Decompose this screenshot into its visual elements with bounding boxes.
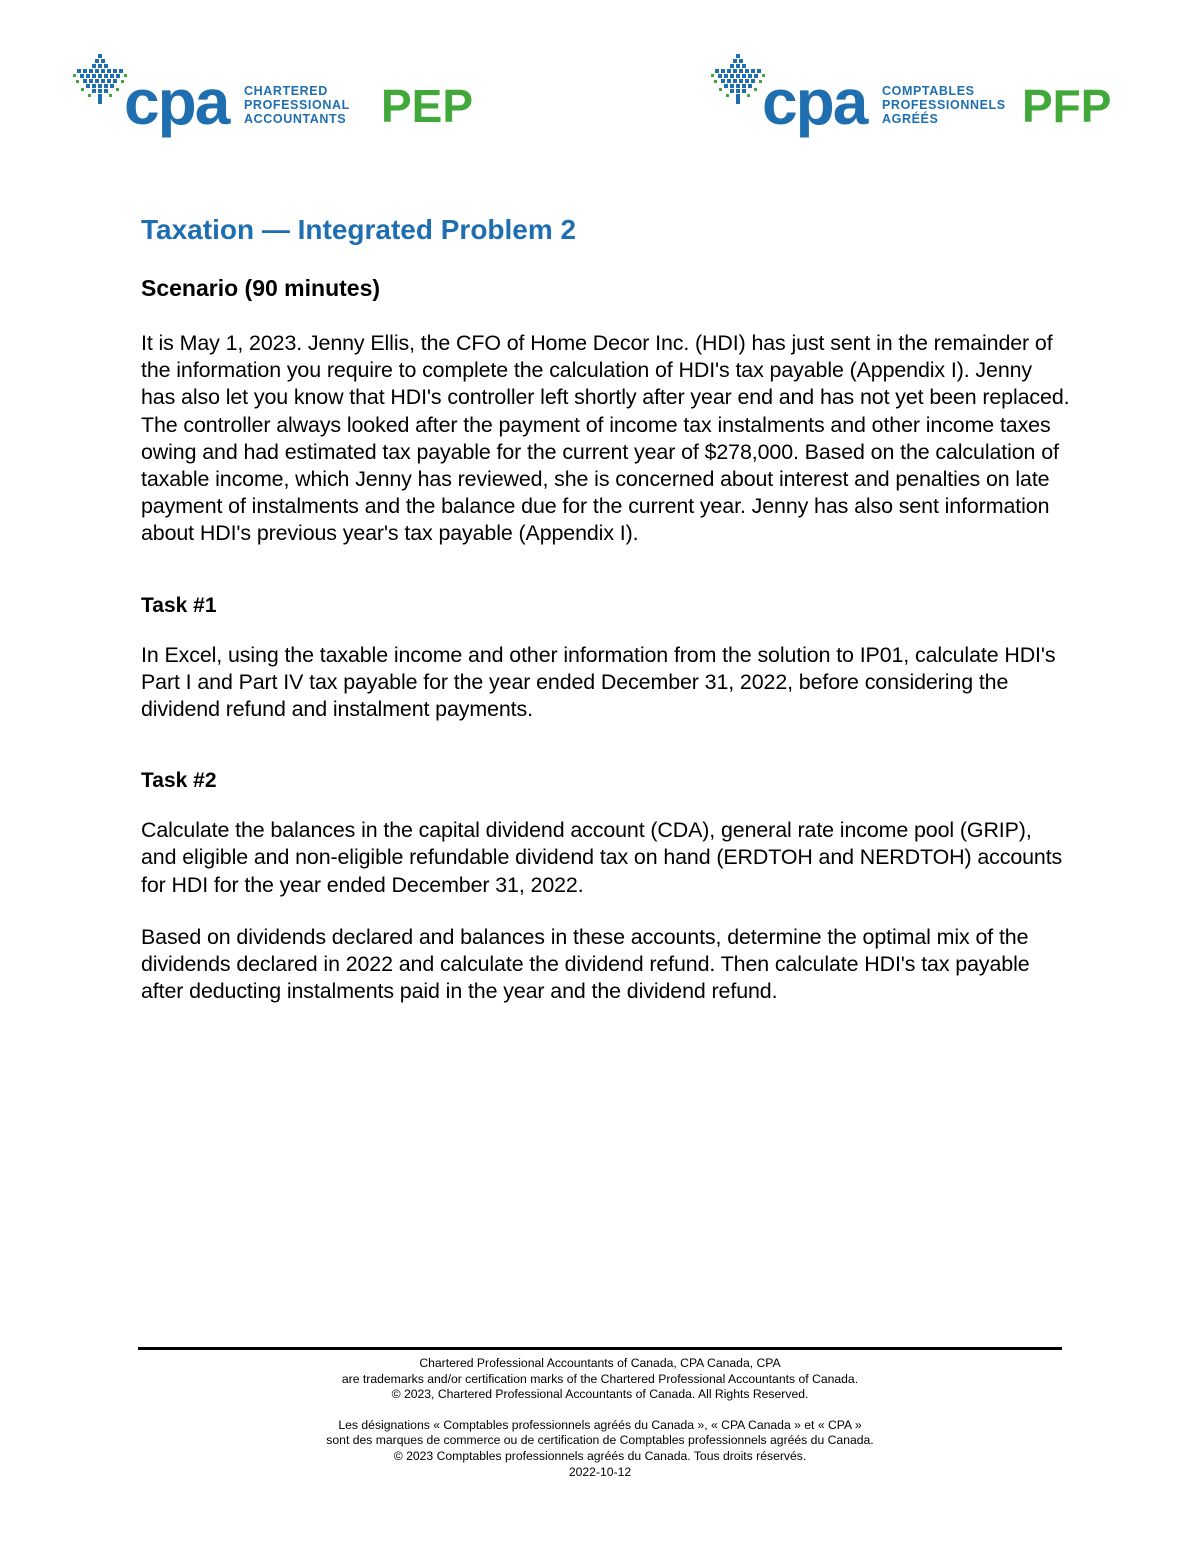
footer-fr-line: sont des marques de commerce ou de certification de Comptables professionnels agréés du Canada. [326,1433,874,1448]
footer-fr-line: © 2023 Comptables professionnels agréés du Canada. Tous droits réservés. [393,1448,807,1463]
maple-leaf-icon [710,52,768,114]
task2-paragraph-2: Based on dividends declared and balances in these accounts, determine the optimal mix of the dividends declared in 2022 and calculate the dividend refund. Then calculate HDI's tax payable after deducting instalments paid in the year and the dividend refund. [141,924,1030,1004]
cpa-wordmark: cpa [124,66,229,138]
page-title: Taxation — Integrated Problem 2 [141,214,577,245]
scenario-heading: Scenario (90 minutes) [141,275,381,301]
program-label: PFP [1022,80,1112,132]
footer-date: 2022-10-12 [568,1464,632,1479]
scenario-paragraph: It is May 1, 2023. Jenny Ellis, the CFO of Home Decor Inc. (HDI) has just sent in the remainder of the information you require to complete the calculation of HDI's tax payable (Appendix I). Jenny has also let you know that HDI's controller left shortly after year end and has not yet been replaced. The controller always looked after the payment of income tax instalments and other income taxes owing and had estimated tax payable for the current year of $278,000. Based on the calculation of taxable income, which Jenny has reviewed, she is concerned about interest and penalties on late payment of instalments and the balance due for the current year. Jenny has also sent information about HDI's previous year's tax payable (Appendix I). [141,331,1070,546]
cpa-wordmark: cpa [762,66,867,138]
task1-paragraph: In Excel, using the taxable income and other information from the solution to IP01, calculate HDI's Part I and Part IV tax payable for the year ended December 31, 2022, before considering the dividend refund and instalment payments. [141,642,1056,722]
logo-english [72,52,492,142]
footer-en-line: Chartered Professional Accountants of Canada, CPA Canada, CPA [419,1356,781,1370]
task2-heading: Task #2 [141,769,217,793]
footer-divider [138,1347,1062,1350]
footer-en-line: are trademarks and/or certification marks of the Chartered Professional Accountants of Canada. [341,1371,859,1386]
document-body [141,210,1071,1005]
footer [138,1356,1062,1480]
maple-leaf-icon [72,52,130,114]
footer-fr-line: Les désignations « Comptables professionnels agréés du Canada », « CPA Canada » et « CPA » [338,1417,862,1432]
logo-tagline: CHARTERED PROFESSIONAL ACCOUNTANTS [244,84,350,126]
footer-en-line: © 2023, Chartered Professional Accountants of Canada. All Rights Reserved. [391,1387,809,1402]
program-label: PEP [381,80,474,132]
logo-french [710,52,1130,142]
task2-paragraph-1: Calculate the balances in the capital dividend account (CDA), general rate income pool (GRIP), and eligible and non-eligible refundable dividend tax on hand (ERDTOH and NERDTOH) accounts for HDI for the year ended December 31, 2022. [141,818,1063,897]
logo-tagline: COMPTABLES PROFESSIONNELS AGRÉÉS [882,84,1006,126]
task1-heading: Task #1 [141,593,217,617]
